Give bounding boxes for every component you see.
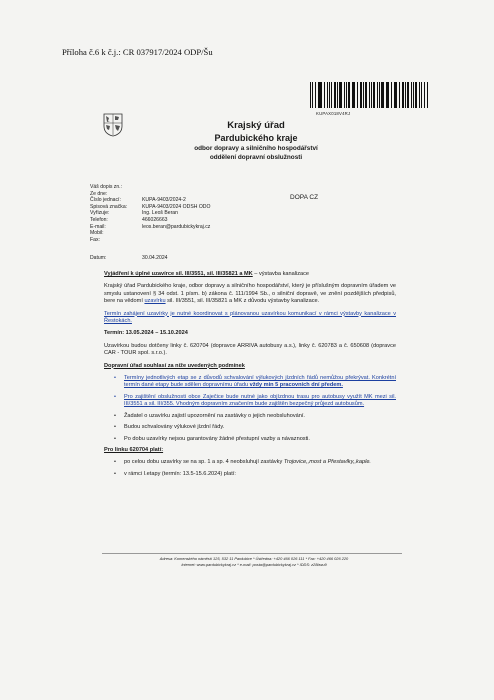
date-label: Datum: xyxy=(90,255,107,261)
meta-label: Číslo jednací: xyxy=(90,197,121,204)
meta-label: Fax: xyxy=(90,236,100,243)
line-items-list xyxy=(104,459,396,478)
meta-row xyxy=(90,224,210,231)
meta-value: Ing. Leoš Beran xyxy=(142,210,178,217)
barcode-bar xyxy=(388,82,389,108)
list-item xyxy=(114,436,396,443)
barcode-bar xyxy=(391,82,392,108)
barcode-bar xyxy=(379,82,380,108)
barcode-bar xyxy=(334,82,336,108)
meta-label: Spisová značka: xyxy=(90,203,128,210)
conditions-title: Dopravní úřad souhlasí za níže uvedených podmínek xyxy=(104,362,245,369)
meta-row xyxy=(90,217,210,224)
barcode-bar xyxy=(396,82,397,108)
barcode-bar xyxy=(315,82,316,108)
list-item xyxy=(114,459,396,466)
condition-bold: vždy min 5 pracovních dní předem. xyxy=(249,382,343,389)
meta-row xyxy=(90,184,210,191)
barcode-bar xyxy=(402,82,405,108)
barcode-bar xyxy=(352,82,354,108)
paragraph-coordination: Termín zahájení uzavírky je nutné koordinovat s plánovanou uzavírkou komunikací v rámci výstavby kanalizace v Řestokách. xyxy=(104,310,396,325)
barcode-bar xyxy=(354,82,355,108)
paragraph-intro-before: Krajský úřad Pardubického kraje, odbor dopravy a silničního hospodářství, který je příslušným dopravním úřadem ve smyslu ustanovení § 34 odst. 1 písm. b) zákona č. 111/1994 Sb., o silniční dopravě, ve znění pozdějších předpisů, bere na vědomí xyxy=(104,283,396,305)
barcode-bar xyxy=(394,82,396,108)
list-item xyxy=(114,413,396,420)
subject-bold: Vyjádření k úplné uzavírce sil. III/3551, sil. III/35821 a MK xyxy=(104,271,253,277)
conditions-list xyxy=(104,375,396,443)
footer-divider xyxy=(102,553,402,554)
meta-label: Váš dopis zn.: xyxy=(90,184,122,190)
barcode-bar xyxy=(324,82,325,108)
barcode-bar xyxy=(413,82,414,108)
meta-value: KUPA-9403/2024-2 xyxy=(142,197,186,204)
barcode-bar xyxy=(363,82,364,108)
barcode-bar xyxy=(405,82,406,108)
authority-header xyxy=(126,120,386,161)
meta-label: Mobil: xyxy=(90,230,104,237)
date-value: 30.04.2024 xyxy=(142,255,168,261)
list-item xyxy=(114,375,396,390)
barcode-bar xyxy=(339,82,342,108)
barcode-bar xyxy=(373,82,375,108)
date-row xyxy=(90,255,168,261)
list-item xyxy=(114,394,396,409)
letter-body xyxy=(104,271,396,482)
meta-row xyxy=(90,204,210,211)
line-item-stops: Trojovice,,most a Přestavlky,,kaple. xyxy=(283,459,371,466)
line-item-text: v rámci I.etapy (termín: 13.5-15.6.2024) platí: xyxy=(124,470,236,477)
condition-text: Budou schvalovány výlukové jízdní řády. xyxy=(124,424,225,431)
barcode-bar xyxy=(371,82,372,108)
header-line-2: Pardubického kraje xyxy=(214,133,298,143)
meta-label: Vyřizuje: xyxy=(90,210,110,217)
barcode-bar xyxy=(357,82,358,108)
subject-rest: – výstavba kanalizace xyxy=(252,271,310,277)
barcode-bar xyxy=(365,82,367,108)
meta-row xyxy=(90,237,210,244)
barcode-bar xyxy=(360,82,363,108)
list-item xyxy=(114,471,396,478)
paragraph-affected-lines: Uzavírkou budou dotčeny linky č. 620704 (dopravce ARRIVA autobusy a.s.), linky č. 620783 a č. 650608 (dopravce CAR - TOUR spol. s.r.o.). xyxy=(104,342,396,357)
recipient: DOPA CZ xyxy=(290,194,319,201)
barcode-bar xyxy=(348,82,350,108)
meta-value: 466026663 xyxy=(142,216,168,223)
line-item-text: po celou dobu uzavírky se na sp. 1 a sp. 4 neobsluhují zastávky xyxy=(124,459,284,466)
barcode-bar xyxy=(346,82,347,108)
condition-text: Po dobu uzavírky nejsou garantovány žádné přestupní vazby a návaznosti. xyxy=(124,435,310,442)
barcode-bar xyxy=(399,82,400,108)
header-line-1: Krajský úřad xyxy=(227,120,285,131)
footer-contacts: Internet: www.pardubickykraj.cz * e-mail: posta@pardubickykraj.cz * IDDS: z28bwu9 xyxy=(181,561,327,567)
header-line-3: odbor dopravy a silničního hospodářství xyxy=(194,145,318,152)
meta-label: Ze dne: xyxy=(90,190,108,197)
condition-text: Pro zajištění obslužnosti obce Zaječice bude nutné jako objízdnou trasu pro autobusy využít MK mezi sil. III/3551 a sil. III/355. Vhodným dopravním značením bude zajištěn bezpečný průjezd autobusům. xyxy=(124,393,396,408)
barcode-bar xyxy=(407,82,409,108)
line-title: Pro linku 620704 platí: xyxy=(104,446,164,453)
closure-link[interactable]: uzavírku xyxy=(144,298,166,305)
barcode-bar xyxy=(319,82,322,108)
paragraph-intro xyxy=(104,283,396,305)
header-line-4: oddělení dopravní obslužnosti xyxy=(209,154,303,161)
reference-block xyxy=(90,184,210,243)
barcode xyxy=(310,82,430,108)
paragraph-intro-after: sil. III/3551, sil. III/35821 a MK z důvodu výstavby kanalizace. xyxy=(165,298,320,305)
condition-text: Termíny jednotlivých etap se z důvodů schvalování výlukových jízdních řádů nemůžou překrývat. Konkrétní termín dané etapy bude sdělen dopravnímu úřadu xyxy=(124,375,396,389)
meta-label: Telefon: xyxy=(90,216,108,223)
meta-value: KUPA-9403/2024 ODSH ODO xyxy=(142,203,211,210)
meta-row xyxy=(90,230,210,237)
barcode-bar xyxy=(327,82,329,108)
term-line: Termín: 13.05.2024 – 15.10.2024 xyxy=(104,330,188,337)
condition-text: Žadatel o uzavírku zajistí upozornění na zastávky o jejich neobsluhování. xyxy=(124,412,305,419)
barcode-bar xyxy=(381,82,384,108)
meta-row xyxy=(90,197,210,204)
barcode-bar xyxy=(386,82,388,108)
coat-of-arms-icon xyxy=(103,113,123,137)
barcode-bar xyxy=(331,82,332,108)
list-item xyxy=(114,424,396,431)
barcode-bar xyxy=(329,82,330,108)
barcode-bar xyxy=(421,82,423,108)
subject-line xyxy=(104,271,396,278)
barcode-bar xyxy=(427,82,428,108)
meta-label: E-mail: xyxy=(90,223,106,230)
barcode-bar xyxy=(424,82,425,108)
barcode-bar xyxy=(312,82,314,108)
meta-value: leos.beran@pardubickykraj.cz xyxy=(142,223,211,230)
footer-address: Adresa: Komenského náměstí 125, 532 11 Pardubice * Ústředna: +420 466 026 111 * Fax: +420 466 026 220 xyxy=(159,556,349,561)
meta-row xyxy=(90,210,210,217)
barcode-code: KUPAX018V4RJ xyxy=(316,111,351,116)
barcode-bar xyxy=(415,82,417,108)
footer xyxy=(104,556,404,567)
barcode-bar xyxy=(337,82,338,108)
annex-reference: Příloha č.6 k č.j.: CR 037917/2024 ODP/Šu xyxy=(62,47,213,57)
